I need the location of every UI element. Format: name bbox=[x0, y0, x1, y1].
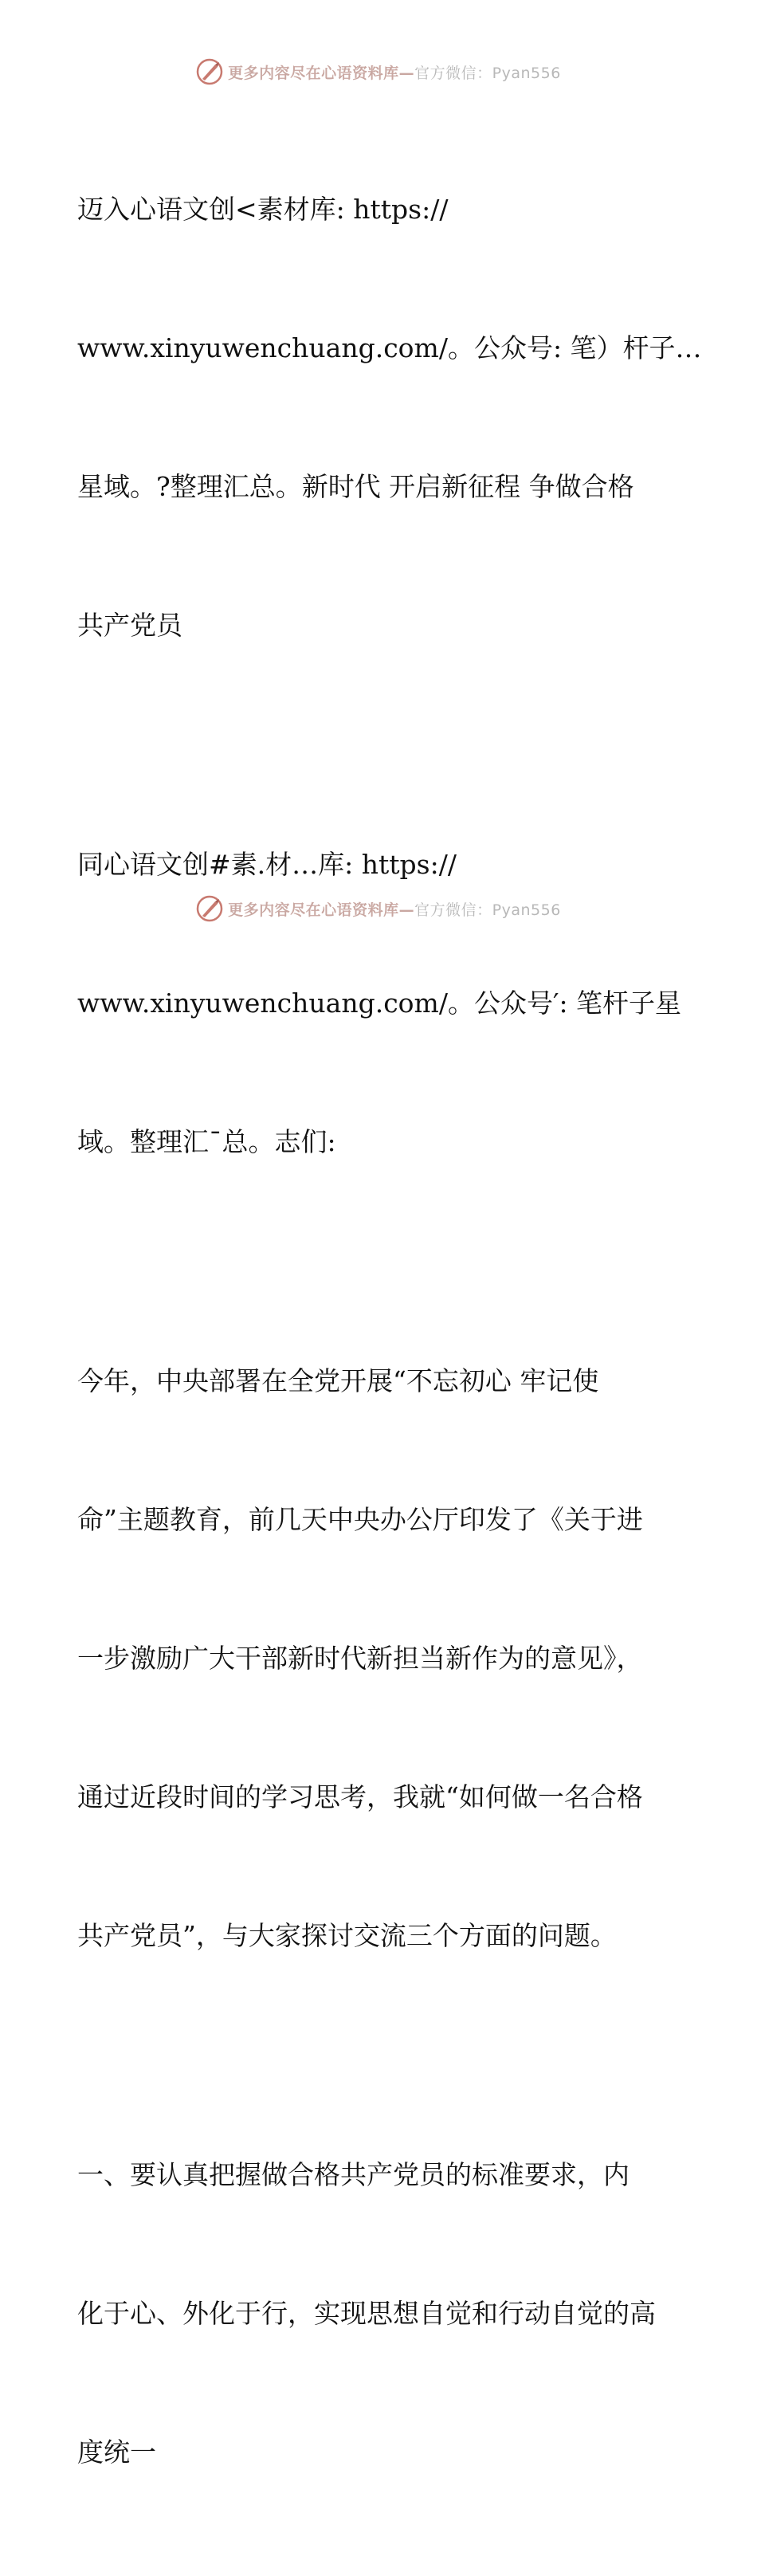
paragraph-line: www.xinyuwenchuang.com/。公众号′: 笔杆子星 bbox=[77, 988, 682, 1019]
footer-banner-accent: 官方微信：Pyan556 bbox=[414, 901, 561, 919]
paragraph-line: 一步激励广大干部新时代新担当新作为的意见》， bbox=[77, 1643, 643, 1674]
footer-banner-text bbox=[228, 898, 561, 920]
paragraph-line: 一、要认真把握做合格共产党员的标准要求，内 bbox=[77, 2159, 630, 2190]
paragraph-1 bbox=[77, 94, 702, 741]
header-banner-inner bbox=[196, 58, 561, 85]
paragraph-line: 化于心、外化于行，实现思想自觉和行动自觉的高 bbox=[77, 2298, 656, 2329]
paragraph-2 bbox=[77, 749, 683, 1258]
footer-banner-main: 更多内容尽在心语资料库— bbox=[228, 901, 415, 919]
paragraph-line: 今年，中央部署在全党开展“不忘初心 牢记使 bbox=[77, 1365, 599, 1396]
paragraph-line: 命”主题教育，前几天中央办公厅印发了《关于进 bbox=[77, 1504, 643, 1535]
quill-logo-icon bbox=[196, 895, 223, 922]
paragraph-line: 度统一 bbox=[77, 2437, 156, 2468]
header-banner-main: 更多内容尽在心语资料库— bbox=[228, 64, 415, 82]
header-banner-accent: 官方微信：Pyan556 bbox=[414, 64, 561, 82]
document-body bbox=[77, 94, 702, 2576]
footer-banner bbox=[0, 893, 757, 925]
paragraph-line: 迈入心语文创<素材库: https:// bbox=[77, 194, 449, 225]
paragraph-line: 共产党员 bbox=[77, 610, 182, 641]
paragraph-line: 域。整理汇¯总。志们: bbox=[77, 1126, 336, 1157]
paragraph-line: 同心语文创#素.材…库: https:// bbox=[77, 849, 457, 880]
quill-logo-icon bbox=[196, 58, 223, 85]
header-banner-text bbox=[228, 61, 561, 83]
header-banner bbox=[0, 56, 757, 88]
paragraph-line: 星域。?整理汇总。新时代 开启新征程 争做合格 bbox=[77, 471, 634, 502]
paragraph-4 bbox=[77, 2060, 683, 2568]
paragraph-line: 通过近段时间的学习思考，我就“如何做一名合格 bbox=[77, 1781, 643, 1812]
footer-banner-inner bbox=[196, 895, 561, 922]
paragraph-line: 共产党员”，与大家探讨交流三个方面的问题。 bbox=[77, 1920, 617, 1951]
paragraph-3 bbox=[77, 1266, 683, 2052]
paragraph-line: www.xinyuwenchuang.com/。公众号: 笔）杆子… bbox=[77, 332, 702, 363]
